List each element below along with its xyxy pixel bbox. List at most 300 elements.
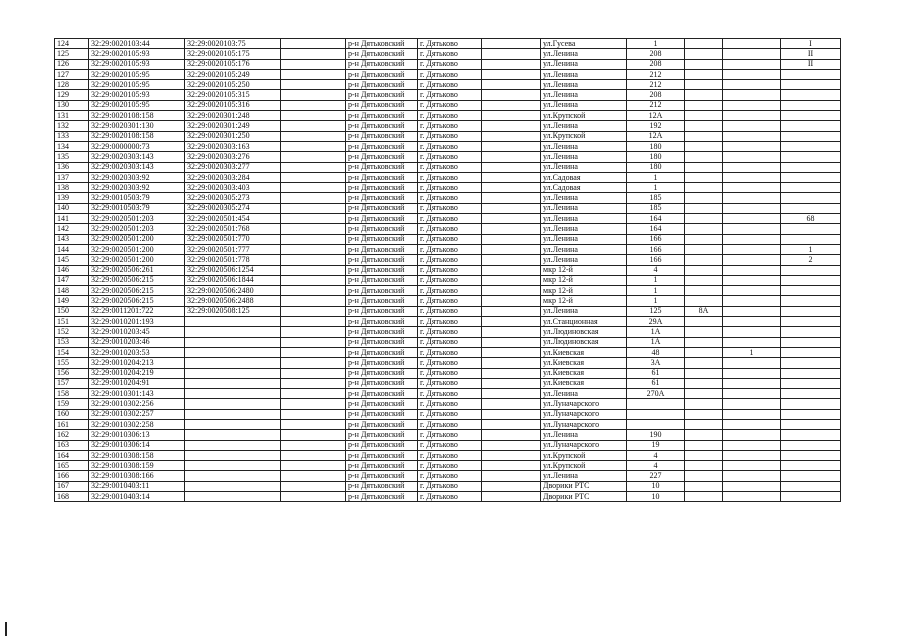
city-cell: г. Дятьково	[418, 234, 482, 244]
cadastral-number-cell: 32:29:0020501:203	[89, 224, 185, 234]
city-cell: г. Дятьково	[418, 471, 482, 481]
blank-column-2-cell	[482, 131, 541, 141]
blank-column-2-cell	[482, 286, 541, 296]
apartment-number-cell	[781, 80, 841, 90]
blank-column-2-cell	[482, 244, 541, 254]
street-cell: ул.Ленина	[541, 389, 627, 399]
building-letter-cell	[685, 389, 723, 399]
row-number-cell: 163	[55, 440, 89, 450]
row-number-cell: 125	[55, 49, 89, 59]
street-cell: ул.Луначарского	[541, 419, 627, 429]
child-cadastral-number-cell: 32:29:0020501:454	[185, 214, 281, 224]
city-cell: г. Дятьково	[418, 327, 482, 337]
blank-column-cell	[281, 224, 346, 234]
blank-column-cell	[281, 358, 346, 368]
child-cadastral-number-cell: 32:29:0020506:2488	[185, 296, 281, 306]
cadastral-number-cell: 32:29:0020105:93	[89, 49, 185, 59]
city-cell: г. Дятьково	[418, 80, 482, 90]
house-number-cell: 1А	[627, 327, 685, 337]
blank-column-2-cell	[482, 337, 541, 347]
building-letter-cell	[685, 286, 723, 296]
row-number-cell: 139	[55, 193, 89, 203]
building-letter-cell	[685, 317, 723, 327]
street-cell: мкр 12-й	[541, 275, 627, 285]
table-row	[55, 461, 841, 471]
child-cadastral-number-cell	[185, 461, 281, 471]
blank-column-cell	[281, 131, 346, 141]
building-letter-cell	[685, 141, 723, 151]
table-row	[55, 481, 841, 491]
street-cell: ул.Крупской	[541, 450, 627, 460]
street-cell: Дворики РТС	[541, 492, 627, 502]
street-cell: ул.Ленина	[541, 141, 627, 151]
city-cell: г. Дятьково	[418, 347, 482, 357]
district-cell: р-н Дятьковский	[346, 121, 418, 131]
table-row	[55, 440, 841, 450]
house-number-cell: 12А	[627, 111, 685, 121]
blank-column-cell	[281, 450, 346, 460]
apartment-number-cell	[781, 100, 841, 110]
blank-column-2-cell	[482, 430, 541, 440]
apartment-number-cell	[781, 152, 841, 162]
house-number-cell: 29А	[627, 317, 685, 327]
blank-column-2-cell	[482, 172, 541, 182]
apartment-number-cell	[781, 389, 841, 399]
house-number-cell: 180	[627, 162, 685, 172]
street-cell: ул.Ленина	[541, 306, 627, 316]
blank-column-2-cell	[482, 59, 541, 69]
city-cell: г. Дятьково	[418, 224, 482, 234]
blank-column-cell	[281, 172, 346, 182]
city-cell: г. Дятьково	[418, 131, 482, 141]
table-row	[55, 265, 841, 275]
apartment-number-cell	[781, 193, 841, 203]
house-number-cell: 208	[627, 59, 685, 69]
street-cell: ул.Ленина	[541, 430, 627, 440]
table-row	[55, 430, 841, 440]
district-cell: р-н Дятьковский	[346, 141, 418, 151]
child-cadastral-number-cell	[185, 347, 281, 357]
apartment-number-cell	[781, 90, 841, 100]
row-number-cell: 141	[55, 214, 89, 224]
street-cell: Дворики РТС	[541, 481, 627, 491]
row-number-cell: 143	[55, 234, 89, 244]
row-number-cell: 140	[55, 203, 89, 213]
table-row	[55, 214, 841, 224]
building-number-cell	[723, 100, 781, 110]
apartment-number-cell	[781, 317, 841, 327]
child-cadastral-number-cell: 32:29:0020506:2480	[185, 286, 281, 296]
cadastral-number-cell: 32:29:0010403:14	[89, 492, 185, 502]
blank-column-2-cell	[482, 193, 541, 203]
building-number-cell	[723, 286, 781, 296]
child-cadastral-number-cell: 32:29:0020105:176	[185, 59, 281, 69]
city-cell: г. Дятьково	[418, 183, 482, 193]
table-row	[55, 100, 841, 110]
building-number-cell	[723, 461, 781, 471]
blank-column-2-cell	[482, 471, 541, 481]
city-cell: г. Дятьково	[418, 440, 482, 450]
blank-column-cell	[281, 440, 346, 450]
table-row	[55, 492, 841, 502]
apartment-number-cell	[781, 471, 841, 481]
street-cell: ул.Крупской	[541, 111, 627, 121]
house-number-cell: 185	[627, 203, 685, 213]
district-cell: р-н Дятьковский	[346, 389, 418, 399]
child-cadastral-number-cell: 32:29:0020301:249	[185, 121, 281, 131]
blank-column-cell	[281, 39, 346, 49]
building-number-cell	[723, 59, 781, 69]
building-letter-cell	[685, 255, 723, 265]
house-number-cell: 185	[627, 193, 685, 203]
district-cell: р-н Дятьковский	[346, 203, 418, 213]
table-row	[55, 296, 841, 306]
cadastral-number-cell: 32:29:0010308:158	[89, 450, 185, 460]
cadastral-number-cell: 32:29:0020105:95	[89, 69, 185, 79]
blank-column-cell	[281, 162, 346, 172]
building-letter-cell	[685, 90, 723, 100]
blank-column-2-cell	[482, 121, 541, 131]
blank-column-2-cell	[482, 275, 541, 285]
row-number-cell: 165	[55, 461, 89, 471]
blank-column-2-cell	[482, 255, 541, 265]
building-letter-cell	[685, 492, 723, 502]
blank-column-2-cell	[482, 399, 541, 409]
table-row	[55, 203, 841, 213]
blank-column-cell	[281, 90, 346, 100]
apartment-number-cell	[781, 172, 841, 182]
district-cell: р-н Дятьковский	[346, 265, 418, 275]
row-number-cell: 134	[55, 141, 89, 151]
cadastral-number-cell: 32:29:0020501:200	[89, 234, 185, 244]
building-number-cell	[723, 481, 781, 491]
table-row	[55, 409, 841, 419]
house-number-cell: 1	[627, 172, 685, 182]
row-number-cell: 131	[55, 111, 89, 121]
table-row	[55, 244, 841, 254]
building-letter-cell	[685, 121, 723, 131]
building-number-cell	[723, 255, 781, 265]
district-cell: р-н Дятьковский	[346, 214, 418, 224]
apartment-number-cell: 2	[781, 255, 841, 265]
building-letter-cell	[685, 80, 723, 90]
building-letter-cell	[685, 244, 723, 254]
district-cell: р-н Дятьковский	[346, 481, 418, 491]
house-number-cell: 61	[627, 368, 685, 378]
blank-column-cell	[281, 234, 346, 244]
table-row	[55, 162, 841, 172]
building-number-cell	[723, 409, 781, 419]
blank-column-cell	[281, 389, 346, 399]
building-number-cell	[723, 244, 781, 254]
table-row	[55, 234, 841, 244]
table-row	[55, 450, 841, 460]
street-cell: ул.Ленина	[541, 121, 627, 131]
blank-column-cell	[281, 275, 346, 285]
city-cell: г. Дятьково	[418, 49, 482, 59]
building-letter-cell	[685, 368, 723, 378]
building-number-cell	[723, 399, 781, 409]
table-row	[55, 389, 841, 399]
blank-column-2-cell	[482, 450, 541, 460]
city-cell: г. Дятьково	[418, 141, 482, 151]
child-cadastral-number-cell	[185, 471, 281, 481]
table-row	[55, 183, 841, 193]
district-cell: р-н Дятьковский	[346, 59, 418, 69]
building-number-cell	[723, 172, 781, 182]
apartment-number-cell: 1	[781, 244, 841, 254]
blank-column-2-cell	[482, 440, 541, 450]
row-number-cell: 162	[55, 430, 89, 440]
house-number-cell: 212	[627, 100, 685, 110]
district-cell: р-н Дятьковский	[346, 224, 418, 234]
street-cell: ул.Людиновская	[541, 337, 627, 347]
house-number-cell: 1	[627, 296, 685, 306]
city-cell: г. Дятьково	[418, 162, 482, 172]
row-number-cell: 150	[55, 306, 89, 316]
house-number-cell: 12А	[627, 131, 685, 141]
house-number-cell: 1	[627, 183, 685, 193]
blank-column-cell	[281, 49, 346, 59]
child-cadastral-number-cell	[185, 389, 281, 399]
blank-column-2-cell	[482, 111, 541, 121]
blank-column-cell	[281, 193, 346, 203]
blank-column-cell	[281, 80, 346, 90]
city-cell: г. Дятьково	[418, 214, 482, 224]
street-cell: ул.Садовая	[541, 172, 627, 182]
building-number-cell	[723, 111, 781, 121]
table-row	[55, 317, 841, 327]
district-cell: р-н Дятьковский	[346, 461, 418, 471]
building-number-cell	[723, 440, 781, 450]
child-cadastral-number-cell	[185, 440, 281, 450]
city-cell: г. Дятьково	[418, 389, 482, 399]
table-row	[55, 306, 841, 316]
building-letter-cell	[685, 275, 723, 285]
blank-column-cell	[281, 111, 346, 121]
row-number-cell: 142	[55, 224, 89, 234]
building-number-cell	[723, 389, 781, 399]
house-number-cell: 166	[627, 234, 685, 244]
city-cell: г. Дятьково	[418, 378, 482, 388]
table-row	[55, 275, 841, 285]
building-number-cell	[723, 39, 781, 49]
blank-column-2-cell	[482, 203, 541, 213]
city-cell: г. Дятьково	[418, 193, 482, 203]
city-cell: г. Дятьково	[418, 430, 482, 440]
house-number-cell: 1	[627, 275, 685, 285]
district-cell: р-н Дятьковский	[346, 471, 418, 481]
building-number-cell	[723, 296, 781, 306]
house-number-cell: 164	[627, 214, 685, 224]
house-number-cell: 19	[627, 440, 685, 450]
apartment-number-cell	[781, 409, 841, 419]
child-cadastral-number-cell: 32:29:0020501:778	[185, 255, 281, 265]
district-cell: р-н Дятьковский	[346, 49, 418, 59]
cadastral-number-cell: 32:29:0020108:158	[89, 131, 185, 141]
cadastral-number-cell: 32:29:0020105:95	[89, 80, 185, 90]
child-cadastral-number-cell	[185, 409, 281, 419]
apartment-number-cell	[781, 419, 841, 429]
row-number-cell: 161	[55, 419, 89, 429]
cadastral-number-cell: 32:29:0020506:215	[89, 286, 185, 296]
blank-column-cell	[281, 471, 346, 481]
house-number-cell: 10	[627, 481, 685, 491]
building-number-cell	[723, 121, 781, 131]
apartment-number-cell	[781, 440, 841, 450]
apartment-number-cell	[781, 275, 841, 285]
scan-edge-mark	[5, 622, 7, 636]
apartment-number-cell	[781, 450, 841, 460]
blank-column-cell	[281, 265, 346, 275]
blank-column-2-cell	[482, 378, 541, 388]
row-number-cell: 158	[55, 389, 89, 399]
document-page	[54, 38, 841, 502]
house-number-cell: 4	[627, 265, 685, 275]
building-letter-cell	[685, 152, 723, 162]
table-row	[55, 59, 841, 69]
child-cadastral-number-cell: 32:29:0020501:777	[185, 244, 281, 254]
blank-column-2-cell	[482, 492, 541, 502]
house-number-cell: 166	[627, 255, 685, 265]
district-cell: р-н Дятьковский	[346, 111, 418, 121]
street-cell: мкр 12-й	[541, 296, 627, 306]
table-row	[55, 111, 841, 121]
row-number-cell: 152	[55, 327, 89, 337]
apartment-number-cell	[781, 183, 841, 193]
table-row	[55, 368, 841, 378]
table-row	[55, 131, 841, 141]
cadastral-number-cell: 32:29:0010302:258	[89, 419, 185, 429]
blank-column-2-cell	[482, 347, 541, 357]
row-number-cell: 166	[55, 471, 89, 481]
district-cell: р-н Дятьковский	[346, 327, 418, 337]
city-cell: г. Дятьково	[418, 152, 482, 162]
city-cell: г. Дятьково	[418, 481, 482, 491]
table-row	[55, 121, 841, 131]
cadastral-number-cell: 32:29:0020105:93	[89, 59, 185, 69]
apartment-number-cell	[781, 69, 841, 79]
apartment-number-cell	[781, 430, 841, 440]
house-number-cell	[627, 419, 685, 429]
row-number-cell: 157	[55, 378, 89, 388]
table-row	[55, 69, 841, 79]
blank-column-2-cell	[482, 389, 541, 399]
child-cadastral-number-cell: 32:29:0020301:248	[185, 111, 281, 121]
street-cell: ул.Ленина	[541, 69, 627, 79]
city-cell: г. Дятьково	[418, 255, 482, 265]
district-cell: р-н Дятьковский	[346, 296, 418, 306]
house-number-cell: 227	[627, 471, 685, 481]
house-number-cell: 164	[627, 224, 685, 234]
row-number-cell: 168	[55, 492, 89, 502]
building-letter-cell	[685, 430, 723, 440]
cadastral-number-cell: 32:29:0010503:79	[89, 203, 185, 213]
building-number-cell	[723, 214, 781, 224]
house-number-cell: 4	[627, 450, 685, 460]
building-number-cell	[723, 378, 781, 388]
building-number-cell	[723, 368, 781, 378]
street-cell: ул.Крупской	[541, 461, 627, 471]
cadastral-number-cell: 32:29:0011201:722	[89, 306, 185, 316]
building-letter-cell	[685, 131, 723, 141]
street-cell: мкр 12-й	[541, 265, 627, 275]
row-number-cell: 145	[55, 255, 89, 265]
blank-column-2-cell	[482, 368, 541, 378]
street-cell: ул.Людиновская	[541, 327, 627, 337]
apartment-number-cell	[781, 141, 841, 151]
house-number-cell: 3А	[627, 358, 685, 368]
house-number-cell: 180	[627, 141, 685, 151]
street-cell: ул.Ленина	[541, 100, 627, 110]
blank-column-cell	[281, 481, 346, 491]
blank-column-cell	[281, 214, 346, 224]
city-cell: г. Дятьково	[418, 296, 482, 306]
cadastral-number-cell: 32:29:0000000:73	[89, 141, 185, 151]
child-cadastral-number-cell: 32:29:0020105:315	[185, 90, 281, 100]
table-row	[55, 172, 841, 182]
building-letter-cell	[685, 337, 723, 347]
district-cell: р-н Дятьковский	[346, 409, 418, 419]
table-row	[55, 471, 841, 481]
city-cell: г. Дятьково	[418, 419, 482, 429]
row-number-cell: 146	[55, 265, 89, 275]
cadastral-number-cell: 32:29:0010503:79	[89, 193, 185, 203]
cadastral-number-cell: 32:29:0020501:203	[89, 214, 185, 224]
house-number-cell: 4	[627, 461, 685, 471]
street-cell: ул.Ленина	[541, 234, 627, 244]
blank-column-2-cell	[482, 39, 541, 49]
building-number-cell	[723, 275, 781, 285]
apartment-number-cell	[781, 121, 841, 131]
street-cell: ул.Крупской	[541, 131, 627, 141]
street-cell: ул.Луначарского	[541, 409, 627, 419]
building-letter-cell	[685, 39, 723, 49]
blank-column-cell	[281, 378, 346, 388]
city-cell: г. Дятьково	[418, 461, 482, 471]
house-number-cell: 10	[627, 492, 685, 502]
street-cell: ул.Ленина	[541, 90, 627, 100]
building-number-cell	[723, 80, 781, 90]
city-cell: г. Дятьково	[418, 492, 482, 502]
apartment-number-cell	[781, 327, 841, 337]
building-number-cell	[723, 306, 781, 316]
apartment-number-cell	[781, 337, 841, 347]
child-cadastral-number-cell	[185, 399, 281, 409]
building-number-cell	[723, 265, 781, 275]
house-number-cell: 166	[627, 244, 685, 254]
building-number-cell	[723, 234, 781, 244]
apartment-number-cell	[781, 347, 841, 357]
child-cadastral-number-cell: 32:29:0020501:770	[185, 234, 281, 244]
street-cell: ул.Луначарского	[541, 399, 627, 409]
blank-column-cell	[281, 306, 346, 316]
city-cell: г. Дятьково	[418, 39, 482, 49]
apartment-number-cell	[781, 296, 841, 306]
street-cell: ул.Ленина	[541, 59, 627, 69]
apartment-number-cell	[781, 461, 841, 471]
apartment-number-cell	[781, 224, 841, 234]
row-number-cell: 132	[55, 121, 89, 131]
building-letter-cell	[685, 214, 723, 224]
blank-column-2-cell	[482, 306, 541, 316]
table-row	[55, 399, 841, 409]
cadastral-number-cell: 32:29:0010203:46	[89, 337, 185, 347]
apartment-number-cell	[781, 481, 841, 491]
table-row	[55, 90, 841, 100]
cadastral-number-cell: 32:29:0010301:143	[89, 389, 185, 399]
house-number-cell: 208	[627, 90, 685, 100]
